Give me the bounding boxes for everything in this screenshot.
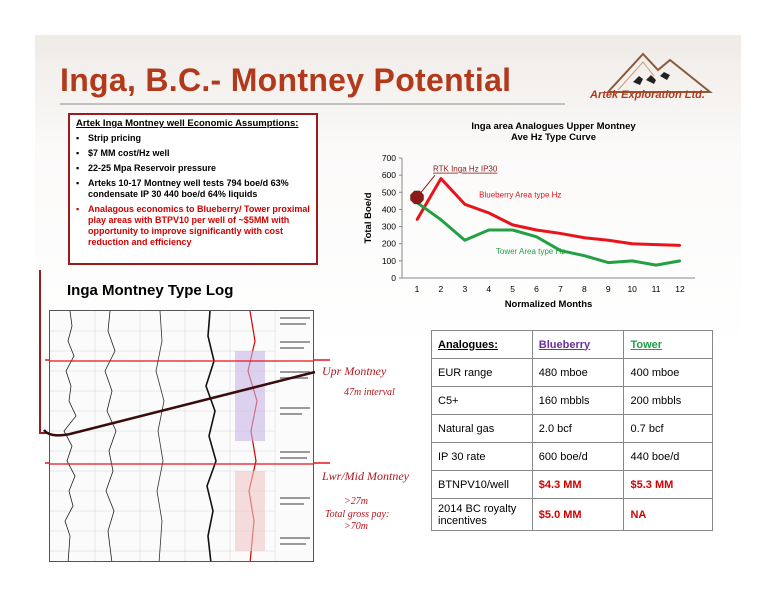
table-cell: 600 boe/d bbox=[532, 443, 624, 471]
blueberry-series-label: Blueberry Area type Hz bbox=[479, 190, 562, 200]
tower-point bbox=[440, 219, 442, 221]
assumption-item-highlight: ▪ Analagous economics to Blueberry/ Tower proximal play areas with BTPV10 per well of ~$5MM with opportunity to improve significantly with cost reduction and efficiency bbox=[76, 204, 310, 248]
y-tick-label: 500 bbox=[381, 187, 396, 198]
chart-subtitle: Ave Hz Type Curve bbox=[511, 132, 596, 143]
header-cell-tower: Tower bbox=[624, 331, 713, 359]
table-cell: BTNPV10/well bbox=[432, 471, 533, 499]
table-cell: 400 mboe bbox=[624, 359, 713, 387]
x-tick-label: 12 bbox=[675, 284, 685, 294]
y-tick-label: 400 bbox=[381, 204, 396, 215]
y-tick-label: 0 bbox=[391, 273, 396, 283]
blueberry-point bbox=[631, 243, 633, 245]
x-tick-label: 2 bbox=[438, 284, 444, 294]
x-tick-label: 9 bbox=[605, 284, 611, 294]
assumptions-heading: Artek Inga Montney well Economic Assumptions: bbox=[76, 118, 299, 129]
table-cell: 2.0 bcf bbox=[532, 415, 624, 443]
assumption-item: ▪ Strip pricing bbox=[76, 133, 310, 144]
table-cell: C5+ bbox=[432, 387, 533, 415]
assumption-item: ▪ 22-25 Mpa Reservoir pressure bbox=[76, 163, 310, 174]
x-tick-label: 11 bbox=[651, 284, 661, 294]
blueberry-point bbox=[488, 212, 490, 214]
slide-title: Inga, B.C.- Montney Potential bbox=[60, 62, 512, 98]
blueberry-point bbox=[511, 224, 513, 226]
blueberry-point bbox=[464, 203, 466, 205]
table-cell: 480 mboe bbox=[532, 359, 624, 387]
x-tick-label: 10 bbox=[627, 284, 637, 294]
table-row bbox=[432, 471, 713, 499]
tower-point bbox=[464, 239, 466, 241]
table-cell: Natural gas bbox=[432, 415, 533, 443]
table-row bbox=[432, 499, 713, 531]
blueberry-point bbox=[655, 243, 657, 245]
type-log-title: Inga Montney Type Log bbox=[67, 282, 234, 299]
gross-pay-label: Total gross pay: bbox=[325, 509, 390, 520]
header-cell: Analogues: bbox=[432, 331, 533, 359]
table-cell: 200 mbbls bbox=[624, 387, 713, 415]
x-tick-label: 7 bbox=[558, 284, 563, 294]
assumption-item: ▪ $7 MM cost/Hz well bbox=[76, 148, 310, 159]
rtk-ip30-marker-icon bbox=[411, 191, 424, 204]
x-tick-label: 5 bbox=[510, 284, 516, 294]
table-cell: EUR range bbox=[432, 359, 533, 387]
tower-point bbox=[535, 236, 537, 238]
gross-pay-value: >70m bbox=[344, 521, 368, 532]
blueberry-point bbox=[607, 239, 609, 241]
blueberry-point bbox=[535, 229, 537, 231]
chart-title: Inga area Analogues Upper Montney bbox=[471, 121, 636, 132]
x-tick-label: 3 bbox=[462, 284, 468, 294]
annotation-label: RTK Inga Hz IP30 bbox=[433, 164, 498, 174]
blueberry-point bbox=[679, 244, 681, 246]
x-tick-label: 1 bbox=[414, 284, 420, 294]
assumption-item: ▪ Arteks 10-17 Montney well tests 794 boe/d 63% condensate IP 30 440 boe/d 64% liquids bbox=[76, 178, 310, 200]
tower-point bbox=[583, 255, 585, 257]
x-tick-label: 4 bbox=[486, 284, 492, 294]
analogues-table bbox=[431, 330, 713, 531]
blueberry-point bbox=[416, 219, 418, 221]
table-cell: $5.3 MM bbox=[624, 471, 713, 499]
table-cell: $5.0 MM bbox=[532, 499, 624, 531]
y-tick-label: 600 bbox=[381, 170, 396, 181]
tower-point bbox=[631, 260, 633, 262]
y-tick-label: 200 bbox=[381, 238, 396, 249]
company-logo-text: Artek Exploration Ltd. bbox=[590, 89, 705, 101]
table-cell: 0.7 bcf bbox=[624, 415, 713, 443]
blueberry-point bbox=[583, 237, 585, 239]
header-cell-blueberry: Blueberry bbox=[532, 331, 624, 359]
tower-point bbox=[655, 264, 657, 266]
table-header-row bbox=[432, 331, 713, 359]
table-cell: 440 boe/d bbox=[624, 443, 713, 471]
x-tick-label: 6 bbox=[534, 284, 539, 294]
blueberry-series-line bbox=[417, 179, 680, 246]
y-tick-label: 700 bbox=[381, 153, 396, 163]
tower-point bbox=[679, 260, 681, 262]
title-underline bbox=[60, 103, 565, 105]
tower-point bbox=[511, 229, 513, 231]
assumptions-list bbox=[76, 133, 310, 248]
lwr-montney-label: Lwr/Mid Montney bbox=[322, 469, 409, 483]
assumptions-box bbox=[68, 113, 318, 265]
table-cell: 160 mbbls bbox=[532, 387, 624, 415]
table-cell: 2014 BC royalty incentives bbox=[432, 499, 533, 531]
table-row bbox=[432, 443, 713, 471]
well-trajectory-line bbox=[40, 360, 320, 450]
blueberry-point bbox=[440, 177, 442, 179]
table-cell: NA bbox=[624, 499, 713, 531]
lwr-montney-interval: >27m bbox=[344, 496, 368, 507]
tower-point bbox=[607, 261, 609, 263]
x-axis-label: Normalized Months bbox=[504, 299, 593, 310]
table-row bbox=[432, 387, 713, 415]
tower-point bbox=[488, 229, 490, 231]
y-tick-label: 100 bbox=[381, 255, 396, 266]
table-row bbox=[432, 415, 713, 443]
upr-montney-interval: 47m interval bbox=[344, 387, 395, 398]
table-row bbox=[432, 359, 713, 387]
type-curve-chart bbox=[355, 115, 720, 315]
x-tick-label: 8 bbox=[581, 284, 587, 294]
y-axis-label: Total Boe/d bbox=[363, 192, 374, 244]
blueberry-point bbox=[559, 232, 561, 234]
table-cell: $4.3 MM bbox=[532, 471, 624, 499]
table-cell: IP 30 rate bbox=[432, 443, 533, 471]
upr-montney-label: Upr Montney bbox=[322, 364, 387, 378]
y-tick-label: 300 bbox=[381, 221, 396, 232]
tower-series-label: Tower Area type Hz bbox=[495, 247, 566, 256]
